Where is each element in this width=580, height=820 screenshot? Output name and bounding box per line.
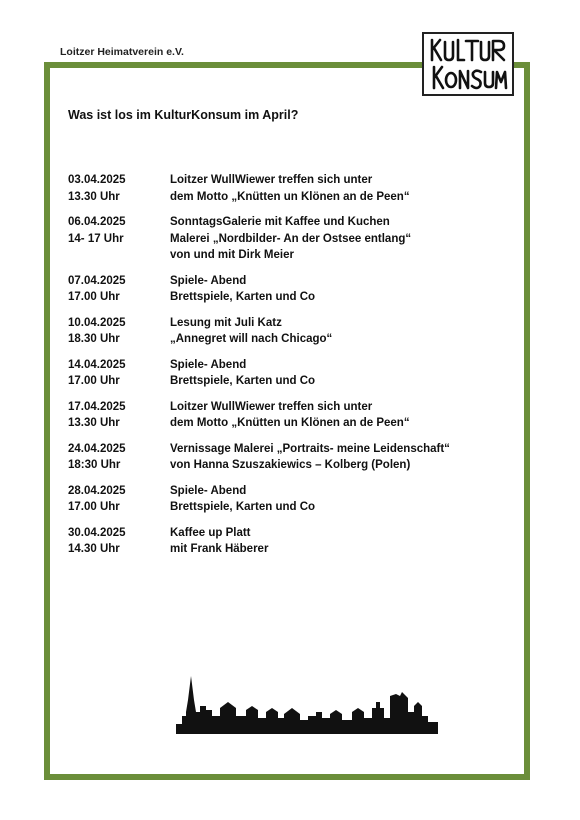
event-description	[170, 214, 508, 264]
event-time: 18:30 Uhr	[68, 459, 121, 471]
event-description	[170, 315, 508, 348]
event-description	[170, 525, 508, 558]
event-description	[170, 399, 508, 432]
event-date: 14.04.2025	[68, 358, 126, 371]
event-description-line: dem Motto „Knütten un Klönen an de Peen“	[170, 190, 410, 203]
page-headline: Was ist los im KulturKonsum im April?	[68, 108, 299, 122]
organization-name: Loitzer Heimatverein e.V.	[60, 46, 184, 58]
event-time: 14.30 Uhr	[68, 543, 120, 555]
event-time: 18.30 Uhr	[68, 333, 120, 345]
event-description-line: dem Motto „Knütten un Klönen an de Peen“	[170, 417, 410, 429]
event-entry	[68, 273, 508, 306]
event-description-line: Brettspiele, Karten und Co	[170, 375, 316, 387]
event-entry	[68, 483, 508, 516]
event-datetime	[68, 214, 170, 264]
event-date: 17.04.2025	[68, 400, 126, 413]
event-datetime	[68, 525, 170, 558]
event-description-line: Spiele- Abend	[170, 484, 247, 497]
event-time: 14- 17 Uhr	[68, 232, 124, 245]
event-datetime	[68, 357, 170, 390]
event-entry	[68, 399, 508, 432]
event-description-line: SonntagsGalerie mit Kaffee und Kuchen	[170, 216, 390, 228]
event-datetime	[68, 483, 170, 516]
event-description-line: mit Frank Häberer	[170, 543, 269, 555]
event-entry	[68, 357, 508, 390]
event-description-line: Spiele- Abend	[170, 274, 247, 287]
event-description	[170, 357, 508, 390]
event-entry	[68, 441, 508, 474]
event-time: 13.30 Uhr	[68, 190, 120, 203]
kulturkonsum-logo	[422, 32, 514, 96]
event-description	[170, 483, 508, 516]
event-description-line: Spiele- Abend	[170, 358, 247, 371]
event-entry	[68, 525, 508, 558]
event-entry	[68, 214, 508, 264]
event-description-line: von Hanna Szuszakiewics – Kolberg (Polen)	[170, 459, 411, 471]
event-time: 17.00 Uhr	[68, 291, 120, 303]
event-datetime	[68, 315, 170, 348]
event-date: 03.04.2025	[68, 174, 126, 186]
event-time: 13.30 Uhr	[68, 417, 120, 429]
event-description-line: von und mit Dirk Meier	[170, 249, 294, 261]
event-description-line: Kaffee up Platt	[170, 526, 251, 539]
event-date: 30.04.2025	[68, 526, 126, 539]
event-list	[68, 172, 508, 567]
town-skyline-silhouette	[176, 672, 438, 734]
event-date: 07.04.2025	[68, 274, 126, 287]
event-description-line: Lesung mit Juli Katz	[170, 316, 282, 329]
event-description-line: Vernissage Malerei „Portraits- meine Leidenschaft“	[170, 442, 450, 455]
event-datetime	[68, 273, 170, 306]
event-time: 17.00 Uhr	[68, 501, 120, 513]
event-entry	[68, 172, 508, 205]
event-description-line: Malerei „Nordbilder- An der Ostsee entlang“	[170, 232, 412, 245]
event-description-line: Loitzer WullWiewer treffen sich unter	[170, 174, 373, 186]
event-date: 06.04.2025	[68, 216, 126, 228]
event-description-line: Brettspiele, Karten und Co	[170, 291, 316, 303]
event-description-line: „Annegret will nach Chicago“	[170, 333, 333, 345]
event-description-line: Loitzer WullWiewer treffen sich unter	[170, 400, 373, 413]
logo-lettering	[426, 36, 510, 92]
event-datetime	[68, 441, 170, 474]
event-entry	[68, 315, 508, 348]
event-description-line: Brettspiele, Karten und Co	[170, 501, 316, 513]
event-description	[170, 172, 508, 205]
event-date: 24.04.2025	[68, 442, 126, 455]
event-description	[170, 441, 508, 474]
event-description	[170, 273, 508, 306]
event-date: 28.04.2025	[68, 484, 126, 497]
event-time: 17.00 Uhr	[68, 375, 120, 387]
event-datetime	[68, 399, 170, 432]
event-datetime	[68, 172, 170, 205]
event-date: 10.04.2025	[68, 316, 126, 329]
